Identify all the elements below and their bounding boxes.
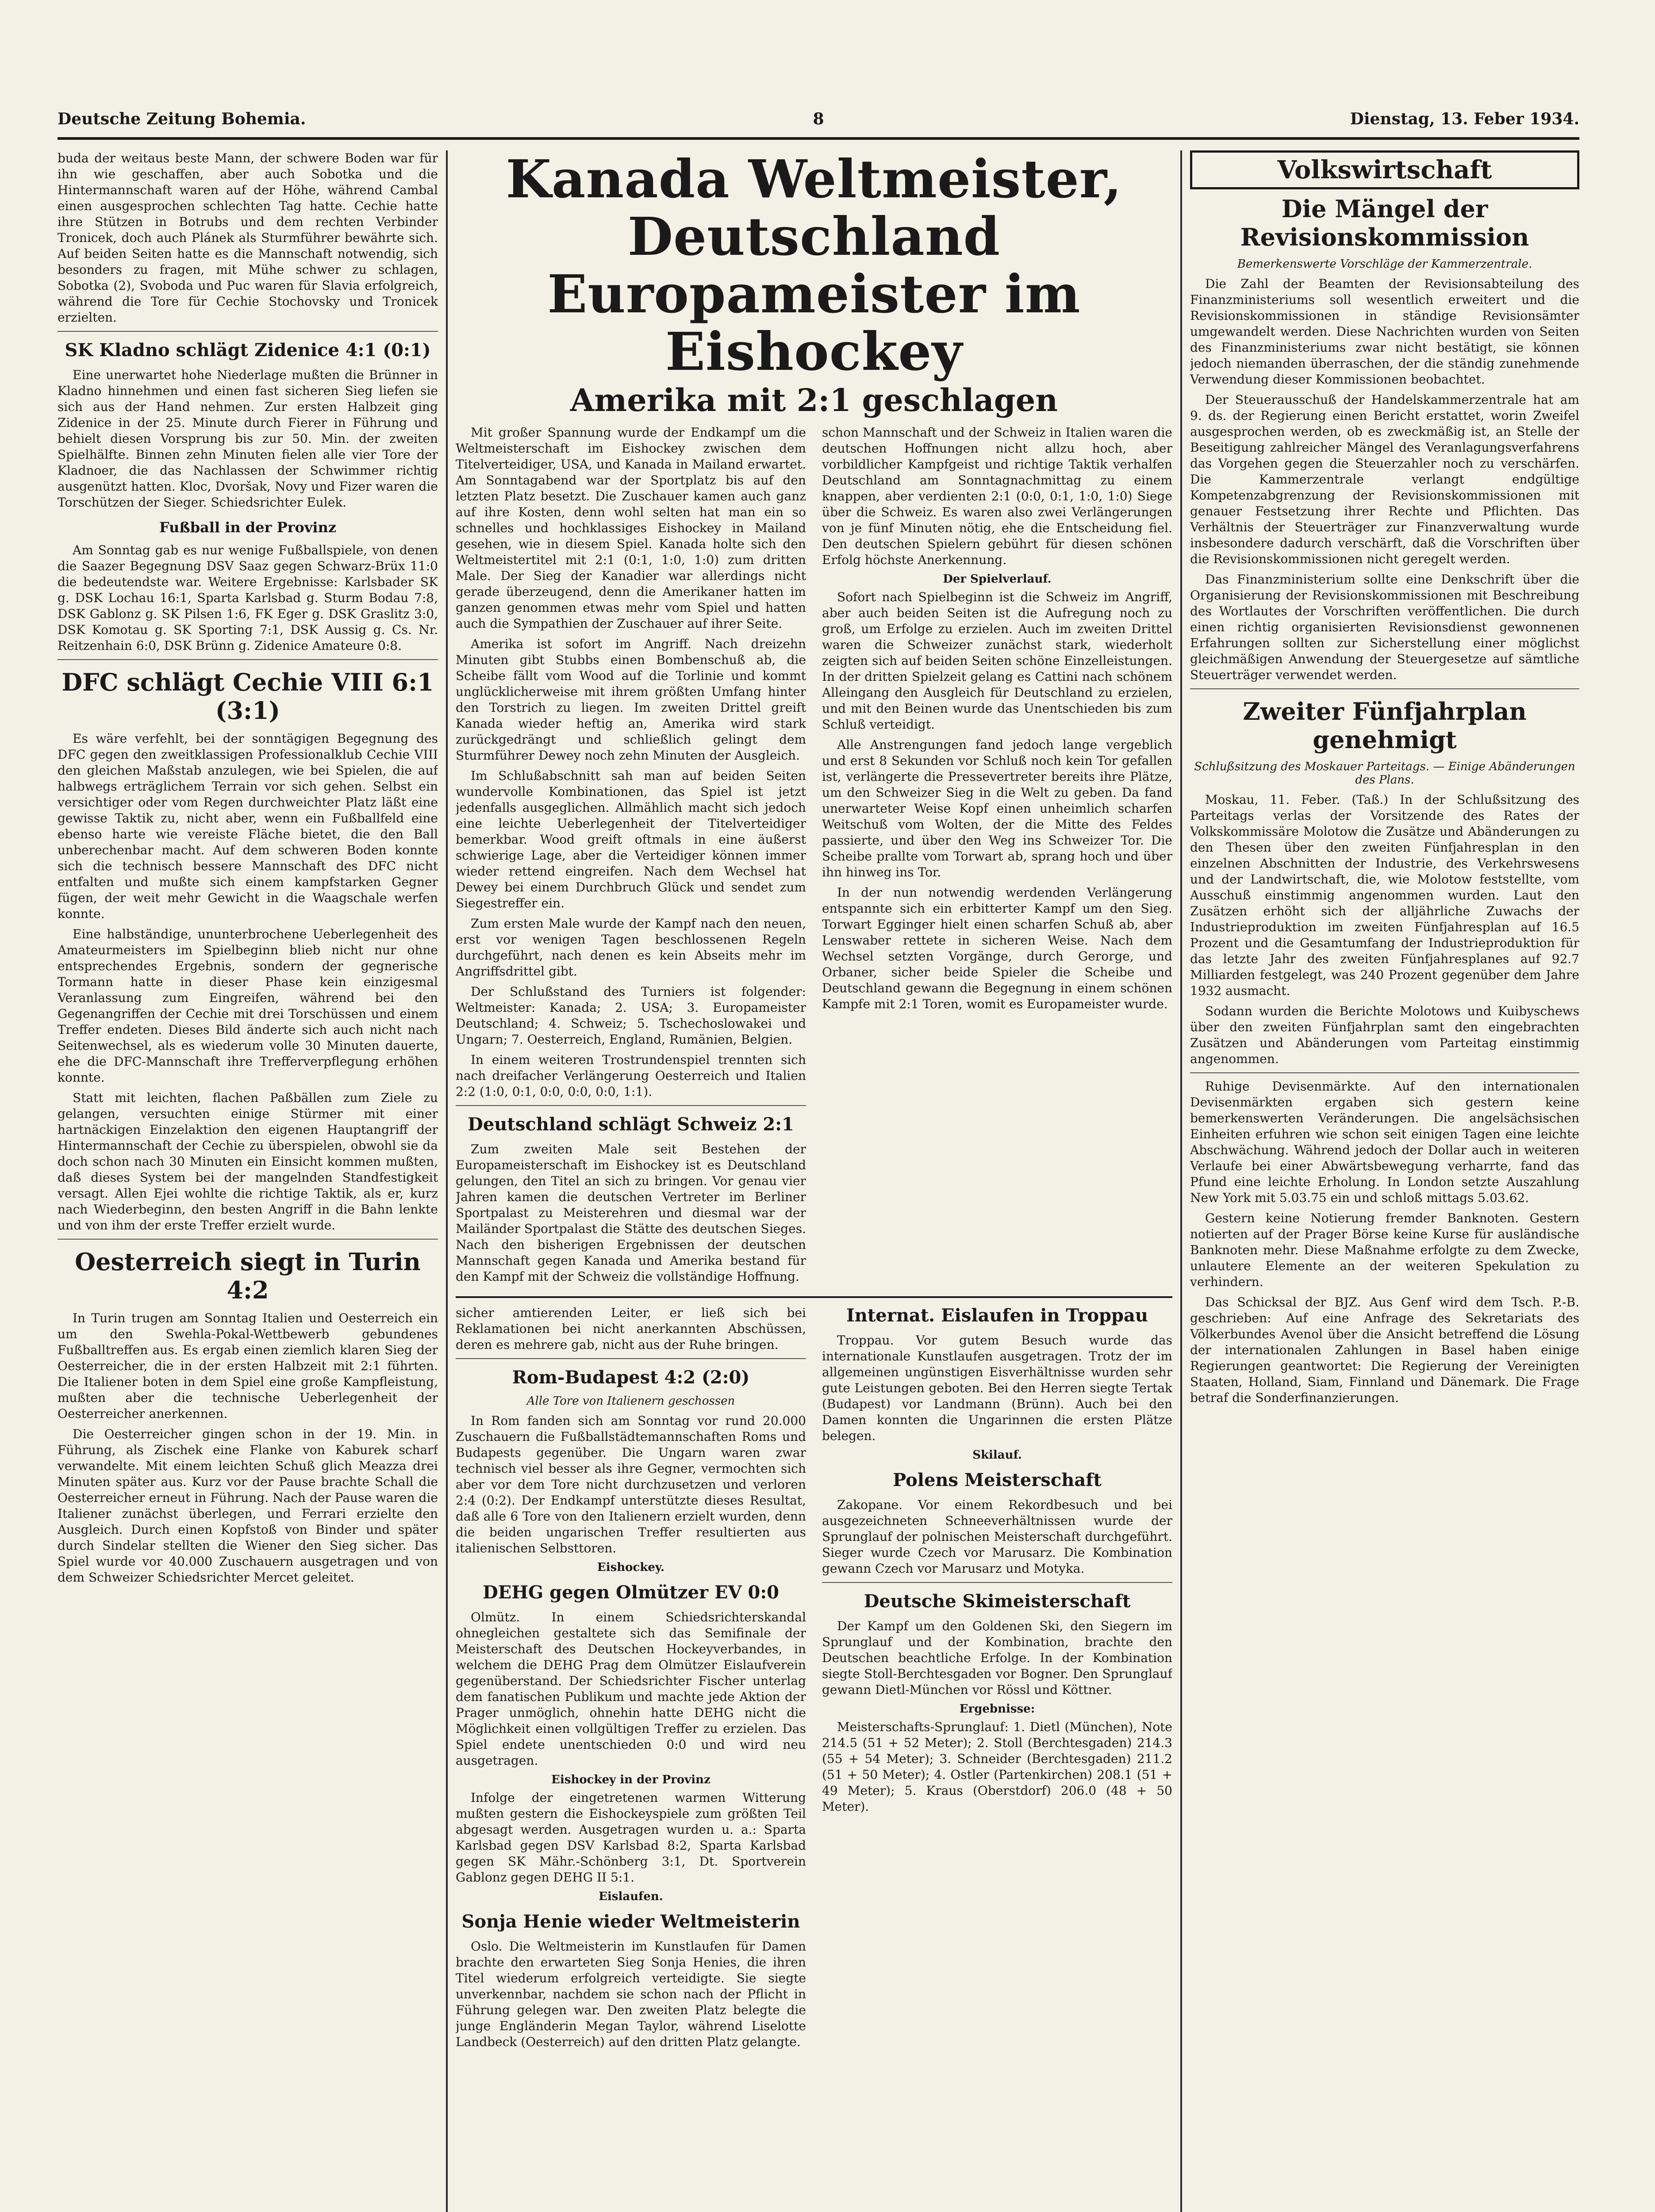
lower-sports-left — [456, 1305, 806, 2055]
headline: SK Kladno schlägt Zidenice 4:1 (0:1) — [65, 340, 431, 361]
section-label: Eishockey in der Provinz — [551, 1773, 710, 1786]
running-header — [58, 106, 1579, 133]
lower-sports — [456, 1305, 1172, 2055]
paper-name: Deutsche Zeitung Bohemia. — [58, 110, 306, 128]
article-text: Der Steuerausschuß der Handelskammerzentrale hat am 9. ds. der Regierung einen Bericht erstattet, worin Zweifel ausgesprochen werden, ob es zweckmäßig ist, an Stelle der Beseitigung zahlreicher Mängel des Veranlagungsverfahrens das Vorgehen gegen die Steuerzahler noch zu verschärfen. Die Kammerzentrale verlangt endgültige Kompetenzabgrenzung der Revisionskommissionen mit genauer Festsetzung ihrer Rechte und Pflichten. Das Verhältnis der Steuerträger zur Finanzverwaltung wurde insbesondere dadurch verschärft, daß die Vorschriften über die Revisionskommissionen nicht geregelt werden. — [1190, 392, 1579, 566]
divider — [456, 1105, 806, 1106]
article-text: Es wäre verfehlt, bei der sonntägigen Begegnung des DFC gegen den zweitklassigen Professionalklub Cechie VIII den gleichen Maßstab anzulegen, wie bei Spielen, die auf halbwegs erträglichem Terrain vor sich gehen. Selbst ein versichtiger oder vom Regen durchweichter Platz läßt eine gewisse Taktik zu, nicht aber, wenn ein Fußballfeld eine ebenso harte wie vereiste Fläche bietet, die den Ball unberechenbar macht. Auf dem schweren Boden konnte sich die technisch bessere Mannschaft des DFC nicht entfalten und mußte sich einem kampfstarken Gegner fügen, der weit mehr Gewicht in die Waagschale werfen konnte. — [58, 731, 438, 921]
article-text: Zakopane. Vor einem Rekordbesuch und bei ausgezeichneten Schneeverhältnissen wurde der Sprunglauf der polnischen Meisterschaft durchgeführt. Sieger wurde Czech vor Marusarz. Die Kombination gewann Czech vor Marusarz und Motyka. — [822, 1498, 1172, 1576]
main-subheadline: Amerika mit 2:1 geschlagen — [570, 382, 1058, 419]
headline: Oesterreich siegt in Turin 4:2 — [75, 1248, 421, 1304]
divider — [456, 1358, 806, 1359]
article-text: Im Schlußabschnitt sah man auf beiden Seiten wundervolle Kombinationen, das Spiel ist jetzt jedenfalls ausgeglichen. Allmählich macht sich jedoch eine leichte Ueberlegenheit der Titelverteidiger bemerkbar. Wood greift oftmals in eine äußerst schwierige Lage, aber die Verteidiger können immer wieder rettend eingreifen. Nach dem Wechsel hat Dewey bei einem Durchbruch Glück und sendet zum Siegestreffer ein. — [456, 768, 806, 910]
article-text: Infolge der eingetretenen warmen Witterung mußten gestern die Eishockeyspiele zum größten Teil abgesagt werden. Ausgetragen wurden u. a.: Sparta Karlsbad gegen DSV Karlsbad 8:2, Sparta Karlsbad gegen SK Mähr.-Schönberg 3:1, Dt. Sportverein Gablonz gegen DEHG II 5:1. — [456, 1790, 806, 1885]
main-headline: Kanada Weltmeister, Deutschland — [506, 150, 1122, 267]
article-text: Der Kampf um den Goldenen Ski, den Siegern im Sprunglauf und der Kombination, brachte den Deutschen beachtliche Erfolge. In der Kombination siegte Stoll-Berchtesgaden vor Bogner. Den Sprunglauf gewann Dietl-München vor Rössl und Köttner. — [822, 1619, 1172, 1697]
newspaper-page — [58, 106, 1579, 2212]
divider — [1190, 688, 1579, 689]
lower-sports-right — [822, 1305, 1172, 2055]
article-text: Am Sonntag gab es nur wenige Fußballspiele, von denen die Saazer Begegnung DSV Saaz gegen Schwarz-Brüx 11:0 die bedeutendste war. Weitere Ergebnisse: Karlsbader SK g. DSK Lochau 16:1, Sparta Karlsbad g. Sturm Bodau 7:8, DSK Gablonz g. SK Pilsen 1:6, FK Eger g. DSK Graslitz 3:0, DSK Komotau g. SK Sporting 7:1, DSK Aussig g. Cs. Nr. Reitzenhain 6:0, DSK Brünn g. Zidenice Amateure 0:8. — [58, 543, 438, 653]
article-text: Moskau, 11. Feber. (Taß.) In der Schlußsitzung des Parteitags verlas der Vorsitzende des Rates der Volkskommissäre Molotow die Zusätze und Abänderungen zu den Thesen über den zweiten Fünfjahresplan in den einzelnen Abschnitten der Industrie, des Verkehrswesens und der Landwirtschaft, die, wie Molotow feststellte, vom Ausschuß einstimmig angenommen wurden. Laut den Zusätzen erhöht sich der alljährliche Zuwachs der Industrieproduktion im zweiten Fünfjahresplan auf 16.5 Prozent und die Gesamtumfang der Industrieproduktion für das letzte Jahr des zweiten Fünfjahresplanes auf 92.7 Milliarden festgelegt, was 240 Prozent gegenüber dem Jahre 1932 ausmacht. — [1190, 792, 1579, 998]
section-rule — [456, 1296, 1172, 1298]
article-text: In Turin trugen am Sonntag Italien und Oesterreich ein um den Swehla-Pokal-Wettbewerb gebundenes Fußballtreffen aus. Es ergab einen ziemlich klaren Sieg der Oesterreicher, die in der ersten Halbzeit mit 2:1 führten. Die Italiener boten in dem Spiel eine große Kampfleistung, mußten aber die technische Ueberlegenheit der Oesterreicher anerkennen. — [58, 1311, 438, 1421]
headline: Fußball in der Provinz — [159, 519, 337, 536]
lead-story-right — [822, 425, 1172, 1289]
headline: Rom-Budapest 4:2 (2:0) — [512, 1367, 750, 1388]
article-text: Das Schicksal der BJZ. Aus Genf wird dem Tsch. P.-B. geschrieben: Auf eine Anfrage des Sekretariats des Völkerbundes Avenol über die Ansicht betreffend die Lösung der internationalen Zahlungen in Basel haben einige Regierungen geantwortet: Die Regierung der Vereinigten Staaten, Holland, Siam, Finnland und Dänemark. Die Frage betraf die Sonderfinanzierungen. — [1190, 1295, 1579, 1405]
headline: DEHG gegen Olmützer EV 0:0 — [483, 1582, 779, 1603]
lead-story — [456, 425, 1172, 1289]
page-number: 8 — [813, 110, 824, 128]
section-label: Der Spielverlauf. — [943, 572, 1052, 586]
article-text: Oslo. Die Weltmeisterin im Kunstlaufen für Damen brachte den erwarteten Sieg Sonja Henies, die ihren Titel wiederum erfolgreich verteidigte. Sie siegte unverkennbar, nachdem sie schon nach der Pflicht in Führung gelegen war. Den zweiten Platz belegte die junge Engländerin Megan Taylor, während Liselotte Landbeck (Oesterreich) auf den dritten Platz gelangte. — [456, 1939, 806, 2049]
column-right — [1190, 150, 1579, 2212]
headline: DFC schlägt Cechie VIII 6:1 (3:1) — [61, 668, 434, 725]
article-text: Olmütz. In einem Schiedsrichterskandal ohnegleichen gestaltete sich das Semifinale der Meisterschaft des Deutschen Hockeyverbandes, in welchem die DEHG Prag dem Olmützer Eislaufverein gegenüberstand. Der Schiedsrichter Fischer unterlag dem fanatischen Publikum und machte jede Aktion der Prager unmöglich, ohnehin hatte DEHG nicht die Möglichkeit einen vollgültigen Treffer zu erzielen. Das Spiel endete unentschieden 0:0 und wird neu ausgetragen. — [456, 1610, 806, 1768]
article-text: Alle Anstrengungen fand jedoch lange vergeblich und erst 8 Sekunden vor Schluß noch kein Tor gefallen ist, verlängerte die Pressevertreter bereits ihre Plätze, um den Schweizer Sieg in die Welt zu geben. Da fand unerwarteter Weise Kopf einen unheimlich scharfen Weitschuß vom Wolten, der die Mitte des Feldes passierte, und über den Weg ins Schweizer Tor. Die Scheibe prallte vom Torwart ab, sprang hoch und über ihn hinweg ins Tor. — [822, 737, 1172, 879]
article-text: schon Mannschaft und der Schweiz in Italien waren die deutschen Hoffnungen nicht allzu hoch, aber vorbildlicher Kampfgeist und richtige Taktik verhalfen Deutschland am Sonntagnachmittag zu einem knappen, aber verdienten 2:1 (0:0, 0:1, 1:0, 1:0) Siege über die Schweiz. Es waren also zwei Verlängerungen von je fünf Minuten nötig, ehe die Entscheidung fiel. Den deutschen Spielern gebührt für diesen schönen Erfolg höchste Anerkennung. — [822, 425, 1172, 567]
column-middle — [456, 150, 1172, 2212]
article-text: In Rom fanden sich am Sonntag vor rund 20.000 Zuschauern die Fußballstädtemannschaften Roms und Budapests gegenüber. Die Ungarn waren zwar technisch viel besser als ihre Gegner, vermochten sich aber vor dem Tore nicht durchzusetzen und verloren 2:4 (0:2). Der Endkampf unterstützte dieses Resultat, daß alle 6 Tore von den Italienern erzielt wurden, denn die beiden ungarischen Treffer resultierten aus italienischen Selbsttoren. — [456, 1413, 806, 1555]
article-text: Eine unerwartet hohe Niederlage mußten die Brünner in Kladno hinnehmen und einen fast sicheren Sieg liefen sie sich aus der Hand nehmen. Zur ersten Halbzeit ging Zidenice in der 25. Minute durch Fierer in Führung und behielt diesen Vorsprung bis zur 50. Min. der zweiten Spielhälfte. Binnen zehn Minuten fielen alle vier Tore der Kladnoer, die das Nachlassen der Schwimmer richtig ausgenützt hatten. Kloc, Dvoršak, Novy und Fizer waren die Torschützen der Sieger. Schiedsrichter Eulek. — [58, 368, 438, 510]
section-label: Eishockey. — [597, 1561, 665, 1574]
article-text: Zum zweiten Male seit Bestehen der Europameisterschaft im Eishockey ist es Deutschland gelungen, den Titel an sich zu bringen. Vor genau vier Jahren kamen die deutschen Vertreter im Berliner Sportpalast zu Meisterehren und diesmal war der Mailänder Sportpalast die Stätte des deutschen Sieges. Nach den bisherigen Ergebnissen der deutschen Mannschaft gegen Kanada und Amerika bestand für den Kampf mit der Schweiz die vollständige Hoffnung. — [456, 1142, 806, 1284]
divider — [58, 331, 438, 332]
article-text: Sofort nach Spielbeginn ist die Schweiz im Angriff, aber auch beiden Seiten ist die Aufregung noch zu groß, um Erfolge zu erzielen. Auch im zweiten Drittel waren die Schweizer zunächst stark, wiederholt zeigten sich auf beiden Seiten schöne Einzelleistungen. In der dritten Spielzeit gelang es Cattini nach schönem Alleingang den Ausgleich für Deutschland zu erzielen, und mit den Beinen wurde das Unentschieden bis zum Schluß verteidigt. — [822, 590, 1172, 732]
article-text: Amerika ist sofort im Angriff. Nach dreizehn Minuten gibt Stubbs einen Bombenschuß ab, die Scheibe fällt vom Wood auf die Torlinie und kommt unglücklicherweise mit ihrem größten Umfang hinter den Torstrich zu liegen. Im zweiten Drittel greift Kanada wieder heftig an, Amerika wird stark zurückgedrängt und schließlich gelingt dem Sturmführer Dewey noch zehn Minuten der Ausgleich. — [456, 637, 806, 763]
article-text: sicher amtierenden Leiter, er ließ sich bei Reklamationen bei nicht anerkannten Abschüssen, deren es mehrere gab, nicht aus der Ruhe bringen. — [456, 1306, 806, 1352]
headline: Deutsche Skimeisterschaft — [864, 1591, 1131, 1612]
article-text: In der nun notwendig werdenden Verlängerung entspannte sich ein erbitterter Kampf um den Sieg. Torwart Egginger hielt einen scharfen Schuß ab, aber Lenswaber rettete in sicheren Weise. Nach dem Wechsel setzten Vorgänge, durch Gerorge, und Orbaner, sicher beide Spieler die Scheibe und Deutschland gewann die Begegnung in einem schönen Kampfe mit 2:1 Toren, womit es Europameister wurde. — [822, 885, 1172, 1011]
section-label: Skilauf. — [972, 1448, 1022, 1462]
article-text: Zum ersten Male wurde der Kampf nach den neuen, erst vor wenigen Tagen beschlossenen Regeln durchgeführt, nach denen es kein Abseits mehr im Angriffsdrittel gibt. — [456, 916, 806, 979]
article-text: Meisterschafts-Sprunglauf: 1. Dietl (München), Note 214.5 (51 + 52 Meter); 2. Stoll (Berchtesgaden) 214.3 (55 + 54 Meter); 3. Schneider (Berchtesgaden) 211.2 (51 + 50 Meter); 4. Ostler (Partenkirchen) 208.1 (51 + 49 Meter); 5. Kraus (Oberstdorf) 206.0 (48 + 50 Meter). — [822, 1720, 1172, 1814]
article-text: Ruhige Devisenmärkte. Auf den internationalen Devisenmärkten ergaben sich gestern keine bemerkenswerten Veränderungen. Die angelsächsischen Einheiten erfuhren wie schon seit einigen Tagen eine leichte Abschwächung. Während jedoch der Dollar auch in weiteren Verlaufe bei einer Abwärtsbewegung verharrte, fand das Pfund eine leichte Erholung. In London setzte Auszahlung New York mit 5.03.75 ein und schloß mittags 5.03.62. — [1190, 1079, 1579, 1205]
column-rule — [1180, 150, 1182, 2212]
headline: Internat. Eislaufen in Troppau — [846, 1305, 1148, 1326]
section-label: Ergebnisse: — [959, 1702, 1035, 1716]
article-text: buda der weitaus beste Mann, der schwere Boden war für ihn wie geschaffen, aber auch Sobotka und die Hintermannschaft waren auf der Höhe, während Cambal einen ausgesprochen schlechten Tag hatte. Cechie hatte ihre Stützen in Botrubs und dem rechten Verbinder Tronicek, doch auch Plánek als Sturmführer bewährte sich. Auf beiden Seiten hatte es die Mannschaft notwendig, sich besonders zu fragen, mit Mühe schwer zu schlagen, Sobotka (2), Svoboda und Puc waren für Slavia erfolgreich, während die Tore für Cechie Stochovsky und Tronicek erzielten. — [58, 151, 438, 325]
headline: Die Mängel der Revisionskommission — [1240, 195, 1529, 251]
article-text: Mit großer Spannung wurde der Endkampf um die Weltmeisterschaft im Eishockey zwischen dem Titelverteidiger, USA, und Kanada in Mailand erwartet. Am Sonntagabend war der Sportplatz bis auf den letzten Platz besetzt. Die Zuschauer kamen auch ganz auf ihre Kosten, denn wohl selten hat man ein so schnelles und hochklassiges Eishockey in Mailand gesehen, wie in diesem Spiel. Kanada holte sich den Weltmeistertitel mit 2:1 (0:1, 1:0, 1:0) zum dritten Male. Der Sieg der Kanadier war allerdings nicht gerade überzeugend, denn die Amerikaner hatten im ganzen genommen etwas mehr vom Spiel und hatten auch die Sympathien der Zuschauer auf ihrer Seite. — [456, 425, 806, 631]
column-rule — [446, 150, 448, 2212]
divider — [822, 1582, 1172, 1583]
issue-date: Dienstag, 13. Feber 1934. — [1350, 110, 1579, 128]
subheadline: Schlußsitzung des Moskauer Parteitags. — Einige Abänderungen des Plans. — [1194, 760, 1575, 787]
subheadline: Bemerkenswerte Vorschläge der Kammerzentrale. — [1237, 257, 1532, 271]
article-text: Gestern keine Notierung fremder Banknoten. Gestern notierten auf der Prager Börse keine Kurse für ausländische Banknoten mehr. Diese Maßnahme erfolgte zu dem Zwecke, unlautere Elemente an der weiteren Spekulation zu verhindern. — [1190, 1211, 1579, 1289]
article-text: Der Schlußstand des Turniers ist folgender: Weltmeister: Kanada; 2. USA; 3. Europameister Deutschland; 4. Schweiz; 5. Tschechoslowakei und Ungarn; 7. Oesterreich, England, Rumänien, Belgien. — [456, 984, 806, 1047]
section-banner: Volkswirtschaft — [1190, 150, 1579, 189]
article-text: Die Zahl der Beamten der Revisionsabteilung des Finanzministeriums soll wesentlich erweitert und die Revisionskommissionen in ständige Revisionsämter umgewandelt werden. Diese Nachrichten wurden von Seiten des Finanzministeriums zwar nicht bestätigt, sie können jedoch niemanden überraschen, der die ständig zunehmende Verwendung dieser Kommissionen beobachtet. — [1190, 276, 1579, 387]
article-text: Troppau. Vor gutem Besuch wurde das internationale Kunstlaufen ausgetragen. Trotz der im allgemeinen ungünstigen Eisverhältnisse wurden sehr gute Leistungen geboten. Bei den Herren siegte Tertak (Budapest) vor Landmann (Brünn). Auch bei den Damen konnten die Ungarinnen die ersten Plätze belegen. — [822, 1333, 1172, 1443]
header-rule — [58, 137, 1579, 140]
article-text: Die Oesterreicher gingen schon in der 19. Min. in Führung, als Zischek eine Flanke von Kaburek scharf verwandelte. Mit einem leichten Schuß glich Meazza drei Minuten später aus. Kurz vor der Pause brachte Schall die Oesterreicher erneut in Führung. Nach der Pause waren die Italiener zunächst überlegen, und Ferrari erzielte den Ausgleich. Durch einen Kopfstoß von Binder und später durch Sindelar stellten die Wiener den Sieg sicher. Das Spiel wurde vor 40.000 Zuschauern ausgetragen und von dem Schweizer Schiedsrichter Mercet geleitet. — [58, 1427, 438, 1585]
article-text: In einem weiteren Trostrundenspiel trennten sich nach dreifacher Verlängerung Oesterreich und Italien 2:2 (1:0, 0:1, 0:0, 0:0, 0:0, 1:1). — [456, 1052, 806, 1099]
lead-story-left — [456, 425, 806, 1289]
headline: Zweiter Fünfjahrplan genehmigt — [1243, 697, 1527, 754]
subheadline: Alle Tore von Italienern geschossen — [526, 1394, 735, 1408]
column-left — [58, 150, 438, 2212]
section-label: Eislaufen. — [599, 1890, 663, 1903]
headline: Polens Meisterschaft — [893, 1470, 1102, 1490]
article-text: Das Finanzministerium sollte eine Denkschrift über die Organisierung der Revisionskommissionen mit Beschreibung des Wortlautes der Vorschriften veröffentlichen. Die durch einen richtig organisierten Revisionsdienst gewonnenen Erfahrungen sollten zur Sicherstellung einer möglichst gleichmäßigen Anwendung der Steuergesetze auf sämtliche Steuerträger verwendet werden. — [1190, 572, 1579, 682]
headline: Sonja Henie wieder Weltmeisterin — [461, 1911, 800, 1932]
main-headline: Europameister im Eishockey — [547, 263, 1081, 382]
divider — [1190, 1072, 1579, 1073]
divider — [58, 659, 438, 660]
article-text: Sodann wurden die Berichte Molotows und Kuibyschews über den zweiten Fünfjahrplan samt den eingebrachten Zusätzen und Abänderungen vom Parteitag einstimmig angenommen. — [1190, 1004, 1579, 1066]
article-text: Eine halbständige, ununterbrochene Ueberlegenheit des Amateurmeisters im Spielbeginn blieb nicht nur ohne entsprechendes Ergebnis, sondern der gegnerische Tormann hatte in dieser Phase kein einzigesmal Veranlassung zum Eingreifen, während bei den Gegenangriffen der Cechie mit drei Torschüssen und einem Treffer endeten. Dieses Bild änderte sich auch nicht nach Seitenwechsel, als es wiederum volle 30 Minuten dauerte, ehe die DFC-Mannschaft ihre Trefferverpflegung erhöhen konnte. — [58, 927, 438, 1085]
article-text: Statt mit leichten, flachen Paßbällen zum Ziele zu gelangen, versuchten einige Stürmer mit einer hartnäckigen Einzelaktion den eigenen Hauptangriff der Hintermannschaft der Cechie zu überspielen, obwohl sie da doch schon nach 30 Minuten ein Einsicht kommen mußten, daß dieses System bei der mangelnden Standfestigkeit versagt. Allen Ejei wohlte die richtige Taktik, als er, kurz nach Wiederbeginn, den besten Angriff in die Bahn lenkte und von ihm der erste Treffer erzielt wurde. — [58, 1091, 438, 1233]
divider — [58, 1239, 438, 1240]
headline: Deutschland schlägt Schweiz 2:1 — [468, 1114, 794, 1135]
